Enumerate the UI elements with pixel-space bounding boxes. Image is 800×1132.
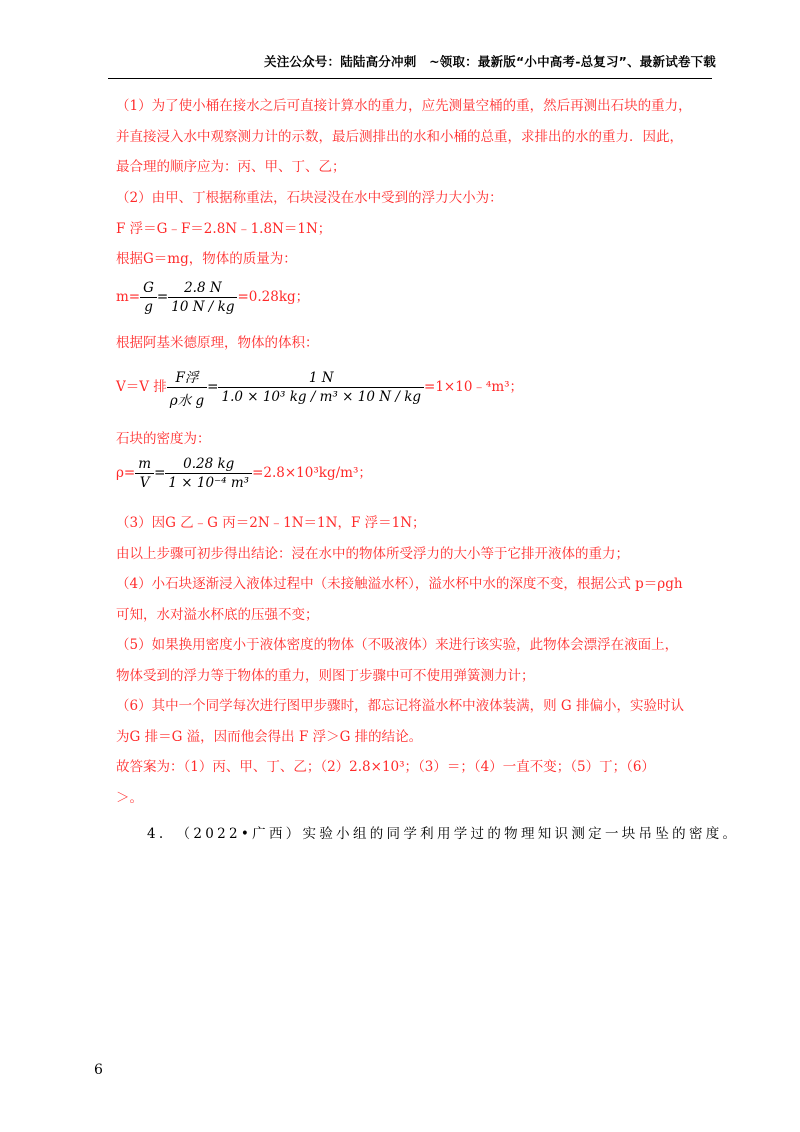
- volume-lhs: V＝V 排: [116, 379, 167, 395]
- volume-result: =1×10﹣⁴m³；: [424, 379, 524, 395]
- density-fraction-2: $\frac{0.28 kg}{\text{1 × 10⁻⁴ m³}}$: [165, 456, 252, 491]
- answer-line1: 故答案为：（1）丙、甲、丁、乙；（2）2.8×10³；（3）＝；（4）一直不变；（5）丁；（6）: [116, 759, 655, 775]
- header-divider: [108, 78, 712, 79]
- mass-lhs: m=: [116, 289, 141, 305]
- solution-p2-line3: 根据阿基米德原理，物体的体积：: [116, 335, 319, 351]
- solution-p6-line2: 为G 排＝G 溢，因而他会得出 F 浮＞G 排的结论。: [116, 729, 423, 745]
- page-number: 6: [94, 1062, 103, 1078]
- density-lhs: ρ=: [116, 465, 136, 481]
- density-result: =2.8×10³kg/m³；: [252, 465, 372, 481]
- question-4: 4. （2022•广西）实验小组的同学利用学过的物理知识测定一块吊坠的密度。: [147, 826, 740, 842]
- volume-formula: V＝V 排 $\frac{\text{F浮}}{\text{ρ水 g}}$ = $\frac{1 N}{\text{1.0 × 10³ kg / m³ × 10 N / kg}}$ =1×10﹣⁴m³；: [116, 366, 523, 409]
- mass-formula: m= $\frac{G}{g}$ = $\frac{2.8 N}{10 N / kg}$ =0.28kg；: [116, 280, 310, 315]
- solution-p4-line2: 可知，水对溢水杯底的压强不变；: [116, 607, 319, 623]
- solution-p6-line1: （6）其中一个同学每次进行图甲步骤时，都忘记将溢水杯中液体装满，则 G 排偏小，实验时认: [116, 698, 684, 714]
- solution-p4-line1: （4）小石块逐渐浸入液体过程中（未接触溢水杯），溢水杯中水的深度不变，根据公式 p＝ρgh: [116, 576, 683, 592]
- volume-fraction-2: $\frac{1 N}{\text{1.0 × 10³ kg / m³ × 10 N / kg}}$: [218, 370, 424, 405]
- solution-p2-line1: （2）由甲、丁根据称重法，石块浸没在水中受到的浮力大小为：: [116, 190, 503, 206]
- solution-p2-line4: 石块的密度为：: [116, 431, 211, 447]
- density-formula: ρ= $\frac{m}{V}$ = $\frac{0.28 kg}{\text{1 × 10⁻⁴ m³}}$ =2.8×10³kg/m³；: [116, 456, 372, 491]
- mass-fraction-2: $\frac{2.8 N}{10 N / kg}$: [168, 280, 237, 315]
- solution-p3-line1: （3）因G 乙﹣G 丙＝2N﹣1N＝1N，F 浮＝1N；: [116, 515, 426, 531]
- solution-p2-line2: 根据G＝mg，物体的质量为：: [116, 251, 297, 267]
- solution-p5-line1: （5）如果换用密度小于液体密度的物体（不吸液体）来进行该实验，此物体会漂浮在液面上，: [116, 637, 679, 653]
- mass-fraction-1: $\frac{G}{g}$: [140, 280, 157, 315]
- buoyancy-formula: F 浮＝G﹣F＝2.8N﹣1.8N＝1N；: [116, 221, 332, 237]
- mass-result: =0.28kg；: [237, 289, 310, 305]
- solution-p3-line2: 由以上步骤可初步得出结论：浸在水中的物体所受浮力的大小等于它排开液体的重力；: [116, 546, 629, 562]
- density-fraction-1: $\frac{m}{V}$: [135, 456, 154, 491]
- volume-fraction-1: $\frac{\text{F浮}}{\text{ρ水 g}}$: [167, 366, 207, 409]
- answer-line2: ＞。: [116, 790, 143, 806]
- solution-p5-line2: 物体受到的浮力等于物体的重力，则图丁步骤中可不使用弹簧测力计；: [116, 668, 535, 684]
- page-header: 关注公众号：陆陆高分冲刺 ~领取：最新版“小中高考-总复习”、最新试卷下载: [264, 54, 716, 69]
- solution-p1-line3: 最合理的顺序应为：丙、甲、丁、乙；: [116, 159, 346, 175]
- solution-p1-line2: 并直接浸入水中观察测力计的示数，最后测排出的水和小桶的总重，求排出的水的重力．因此，: [116, 129, 683, 145]
- solution-p1-line1: （1）为了使小桶在接水之后可直接计算水的重力，应先测量空桶的重，然后再测出石块的重力，: [116, 98, 692, 114]
